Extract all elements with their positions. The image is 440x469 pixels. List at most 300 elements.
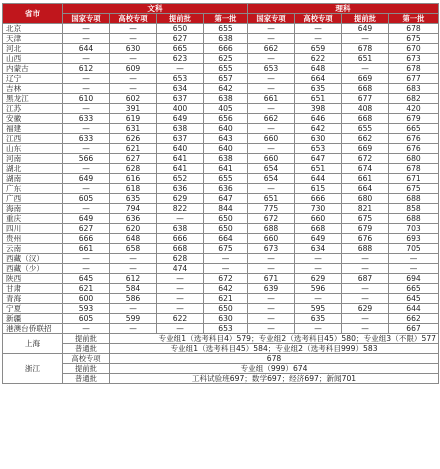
score-cell: — <box>63 144 110 154</box>
table-row <box>3 44 439 54</box>
score-cell: 642 <box>204 84 248 94</box>
score-cell: 649 <box>342 24 389 34</box>
score-cell: 661 <box>342 174 389 184</box>
score-cell: 678 <box>389 24 439 34</box>
score-cell: 656 <box>204 114 248 124</box>
table-row <box>3 64 439 74</box>
score-cell: 648 <box>295 64 342 74</box>
score-cell: — <box>295 324 342 334</box>
score-cell: 660 <box>248 154 295 164</box>
table-row <box>3 294 439 304</box>
col-header: 提前批 <box>342 14 389 24</box>
score-cell: 627 <box>110 154 157 164</box>
score-cell: 678 <box>389 64 439 74</box>
score-cell: 647 <box>295 154 342 164</box>
province-cell: 黑龙江 <box>3 94 63 104</box>
col-header: 国家专项 <box>63 14 110 24</box>
score-cell: 640 <box>157 144 204 154</box>
score-cell: 661 <box>63 244 110 254</box>
score-cell: 676 <box>389 144 439 154</box>
score-cell: 593 <box>63 304 110 314</box>
score-cell: 627 <box>157 34 204 44</box>
score-cell: 621 <box>63 284 110 294</box>
table-row <box>3 264 439 274</box>
table-row <box>3 104 439 114</box>
score-cell: 688 <box>389 214 439 224</box>
table-row <box>3 224 439 234</box>
score-cell: 622 <box>157 314 204 324</box>
score-cell: 654 <box>248 174 295 184</box>
score-cell: 642 <box>295 124 342 134</box>
province-cell: 天津 <box>3 34 63 44</box>
score-cell: 628 <box>157 254 204 264</box>
score-cell: 600 <box>63 294 110 304</box>
score-cell: — <box>248 54 295 64</box>
score-cell: 688 <box>342 244 389 254</box>
score-cell: 662 <box>248 44 295 54</box>
table-row <box>3 164 439 174</box>
score-cell: 605 <box>63 194 110 204</box>
score-cell: — <box>295 24 342 34</box>
score-cell: 615 <box>295 184 342 194</box>
score-cell: — <box>63 204 110 214</box>
score-cell: — <box>110 304 157 314</box>
score-cell: 636 <box>157 184 204 194</box>
table-row <box>3 284 439 294</box>
score-cell: 630 <box>204 314 248 324</box>
score-cell: 586 <box>110 294 157 304</box>
special-rows <box>3 334 439 384</box>
score-cell: 641 <box>157 154 204 164</box>
score-cell: 651 <box>295 164 342 174</box>
score-cell: 629 <box>295 274 342 284</box>
score-cell: 666 <box>157 234 204 244</box>
province-cell: 宁夏 <box>3 304 63 314</box>
score-cell: — <box>248 74 295 84</box>
score-cell: 666 <box>204 44 248 54</box>
score-cell: 637 <box>157 94 204 104</box>
province-cell: 甘肃 <box>3 284 63 294</box>
col-header: 国家专项 <box>248 14 295 24</box>
score-cell: — <box>157 294 204 304</box>
table-row <box>3 214 439 224</box>
score-cell: 638 <box>157 124 204 134</box>
score-cell: 652 <box>157 174 204 184</box>
score-cell: 675 <box>342 214 389 224</box>
score-cell: 622 <box>295 54 342 64</box>
score-cell: 640 <box>204 144 248 154</box>
shanghai-putong-label: 普通批 <box>63 344 110 354</box>
table-body <box>3 24 439 334</box>
province-cell: 山西 <box>3 54 63 64</box>
score-cell: 668 <box>295 224 342 234</box>
score-cell: 659 <box>295 44 342 54</box>
score-cell: 666 <box>295 194 342 204</box>
score-cell: — <box>295 264 342 274</box>
score-cell: — <box>63 254 110 264</box>
score-cell: — <box>342 64 389 74</box>
table-row <box>3 254 439 264</box>
score-cell: 674 <box>342 164 389 174</box>
score-cell: 677 <box>342 94 389 104</box>
score-cell: 655 <box>204 24 248 34</box>
score-cell: 675 <box>389 184 439 194</box>
col-header: 提前批 <box>157 14 204 24</box>
score-cell: 566 <box>63 154 110 164</box>
score-cell: — <box>248 304 295 314</box>
province-cell: 青海 <box>3 294 63 304</box>
score-cell: — <box>248 104 295 114</box>
score-cell: 662 <box>389 314 439 324</box>
province-cell: 海南 <box>3 204 63 214</box>
province-cell: 内蒙古 <box>3 64 63 74</box>
score-cell: 653 <box>248 64 295 74</box>
score-cell: 649 <box>63 174 110 184</box>
score-cell: 667 <box>389 324 439 334</box>
score-cell: — <box>157 284 204 294</box>
score-cell: — <box>63 84 110 94</box>
table-row <box>3 124 439 134</box>
province-cell: 山东 <box>3 144 63 154</box>
admission-score-table <box>2 3 439 384</box>
score-cell: 636 <box>204 184 248 194</box>
table-row <box>3 34 439 44</box>
table-row <box>3 74 439 84</box>
score-cell: 630 <box>110 44 157 54</box>
score-cell: 688 <box>389 194 439 204</box>
table-row <box>3 204 439 214</box>
table-row <box>3 144 439 154</box>
score-cell: — <box>248 34 295 44</box>
score-cell: 668 <box>342 84 389 94</box>
like-header: 理科 <box>248 4 439 14</box>
score-cell: 650 <box>204 304 248 314</box>
score-cell: 634 <box>157 84 204 94</box>
score-cell: 635 <box>295 84 342 94</box>
score-cell: 655 <box>204 64 248 74</box>
table-row <box>3 154 439 164</box>
zhejiang-label: 浙江 <box>3 354 63 384</box>
score-cell: 655 <box>204 174 248 184</box>
table-row <box>3 184 439 194</box>
score-cell: 677 <box>389 74 439 84</box>
province-cell: 北京 <box>3 24 63 34</box>
score-cell: 651 <box>295 94 342 104</box>
score-cell: 705 <box>389 244 439 254</box>
col-header: 第一批 <box>389 14 439 24</box>
score-cell: — <box>157 274 204 284</box>
score-cell: 647 <box>204 194 248 204</box>
score-cell: 673 <box>389 54 439 64</box>
score-cell: 645 <box>389 294 439 304</box>
score-cell: 694 <box>389 274 439 284</box>
province-cell: 江西 <box>3 134 63 144</box>
score-cell: 658 <box>110 244 157 254</box>
score-cell: 675 <box>204 244 248 254</box>
table-row <box>3 84 439 94</box>
table-row <box>3 274 439 284</box>
score-cell: 391 <box>110 104 157 114</box>
score-cell: — <box>342 314 389 324</box>
score-cell: 420 <box>389 104 439 114</box>
score-cell: 664 <box>204 234 248 244</box>
col-header: 第一批 <box>204 14 248 24</box>
score-cell: 682 <box>389 94 439 104</box>
score-cell: 662 <box>342 134 389 144</box>
score-cell: 643 <box>204 134 248 144</box>
table-row <box>3 234 439 244</box>
score-cell: 641 <box>157 164 204 174</box>
score-cell: 651 <box>248 194 295 204</box>
score-cell: 693 <box>389 234 439 244</box>
score-cell: 688 <box>248 224 295 234</box>
province-cell: 吉林 <box>3 84 63 94</box>
score-cell: 657 <box>204 74 248 84</box>
score-cell: 627 <box>63 224 110 234</box>
score-cell: 687 <box>342 274 389 284</box>
score-cell: 636 <box>110 214 157 224</box>
score-cell: 635 <box>110 194 157 204</box>
province-header: 省市 <box>3 4 63 24</box>
table-row <box>3 194 439 204</box>
score-cell: — <box>389 254 439 264</box>
score-cell: 638 <box>204 34 248 44</box>
score-cell: 405 <box>204 104 248 114</box>
score-cell: — <box>63 54 110 64</box>
province-cell: 西藏（汉） <box>3 254 63 264</box>
score-cell: 610 <box>63 94 110 104</box>
score-cell: 634 <box>295 244 342 254</box>
score-cell: 637 <box>157 134 204 144</box>
province-cell: 港澳台侨联招 <box>3 324 63 334</box>
score-cell: 621 <box>110 144 157 154</box>
table-row <box>3 324 439 334</box>
score-cell: 676 <box>342 234 389 244</box>
score-cell: — <box>295 294 342 304</box>
score-cell: 595 <box>295 304 342 314</box>
score-cell: — <box>389 264 439 274</box>
score-cell: 672 <box>248 214 295 224</box>
score-cell: — <box>342 264 389 274</box>
table-row <box>3 54 439 64</box>
score-cell: 649 <box>157 114 204 124</box>
score-cell: 628 <box>110 164 157 174</box>
score-cell: 821 <box>342 204 389 214</box>
score-cell: 654 <box>248 164 295 174</box>
score-cell: 678 <box>389 164 439 174</box>
score-cell: 655 <box>342 124 389 134</box>
score-cell: 633 <box>63 114 110 124</box>
score-cell: 668 <box>157 244 204 254</box>
score-cell: 621 <box>204 294 248 304</box>
score-cell: — <box>295 34 342 44</box>
score-cell: 638 <box>157 224 204 234</box>
score-cell: 626 <box>110 134 157 144</box>
score-cell: 665 <box>389 284 439 294</box>
score-cell: 822 <box>157 204 204 214</box>
score-cell: — <box>63 164 110 174</box>
score-cell: 669 <box>342 74 389 84</box>
table-row <box>3 24 439 34</box>
shanghai-tiqian-label: 提前批 <box>63 334 110 344</box>
score-cell: 631 <box>110 124 157 134</box>
score-cell: — <box>63 34 110 44</box>
score-cell: 669 <box>342 144 389 154</box>
score-cell: 653 <box>157 74 204 84</box>
table-row <box>3 114 439 124</box>
score-cell: 673 <box>248 244 295 254</box>
score-cell: 665 <box>389 124 439 134</box>
score-cell: — <box>295 254 342 264</box>
score-cell: 584 <box>110 284 157 294</box>
score-cell: 649 <box>63 214 110 224</box>
score-cell: 680 <box>342 194 389 204</box>
province-cell: 西藏（少） <box>3 264 63 274</box>
score-cell: 619 <box>110 114 157 124</box>
score-cell: 662 <box>248 114 295 124</box>
score-cell: 641 <box>204 164 248 174</box>
score-cell: 623 <box>157 54 204 64</box>
score-cell: 683 <box>389 84 439 94</box>
shanghai-putong-text: 专业组1（选考科目45）584；专业组2（选考科目999）583 <box>110 344 439 354</box>
score-cell: 474 <box>157 264 204 274</box>
score-cell: 616 <box>110 174 157 184</box>
zhejiang-tiqian-label: 提前批 <box>63 364 110 374</box>
score-cell: 625 <box>204 54 248 64</box>
shanghai-tiqian-text: 专业组1（选考科目4）579；专业组2（选考科目45）580；专业组3（不限）577 <box>110 334 439 344</box>
score-cell: — <box>342 284 389 294</box>
zhejiang-gaoxiao-label: 高校专项 <box>63 354 110 364</box>
score-cell: 638 <box>204 154 248 164</box>
score-cell: 661 <box>248 94 295 104</box>
province-cell: 新疆 <box>3 314 63 324</box>
score-cell: — <box>157 324 204 334</box>
score-cell: — <box>157 64 204 74</box>
score-cell: 650 <box>204 214 248 224</box>
province-cell: 广西 <box>3 194 63 204</box>
score-cell: — <box>248 184 295 194</box>
score-cell: 648 <box>110 234 157 244</box>
score-cell: 400 <box>157 104 204 114</box>
score-cell: — <box>63 24 110 34</box>
zhejiang-tiqian-text: 专业组（999）674 <box>110 364 439 374</box>
province-cell: 贵州 <box>3 234 63 244</box>
score-cell: 675 <box>389 34 439 44</box>
province-cell: 安徽 <box>3 114 63 124</box>
score-cell: — <box>342 34 389 44</box>
score-cell: — <box>204 264 248 274</box>
score-cell: — <box>110 54 157 64</box>
score-cell: 665 <box>157 44 204 54</box>
score-cell: 730 <box>295 204 342 214</box>
score-cell: — <box>63 324 110 334</box>
province-cell: 重庆 <box>3 214 63 224</box>
table-row <box>3 244 439 254</box>
score-cell: — <box>248 264 295 274</box>
province-cell: 四川 <box>3 224 63 234</box>
score-cell: 644 <box>63 44 110 54</box>
province-cell: 广东 <box>3 184 63 194</box>
score-cell: — <box>342 324 389 334</box>
score-cell: — <box>110 74 157 84</box>
score-cell: 642 <box>204 284 248 294</box>
score-cell: — <box>110 264 157 274</box>
province-cell: 辽宁 <box>3 74 63 84</box>
province-cell: 河北 <box>3 44 63 54</box>
score-cell: 635 <box>295 314 342 324</box>
score-cell: 605 <box>63 314 110 324</box>
province-cell: 江苏 <box>3 104 63 114</box>
score-cell: — <box>63 74 110 84</box>
score-cell: 670 <box>389 44 439 54</box>
score-cell: 599 <box>110 314 157 324</box>
score-cell: — <box>157 304 204 314</box>
score-cell: — <box>248 254 295 264</box>
province-cell: 陕西 <box>3 274 63 284</box>
province-cell: 湖南 <box>3 174 63 184</box>
score-cell: — <box>110 324 157 334</box>
score-cell: — <box>63 264 110 274</box>
province-cell: 云南 <box>3 244 63 254</box>
score-cell: 671 <box>248 274 295 284</box>
score-cell: 644 <box>389 304 439 314</box>
score-cell: — <box>110 254 157 264</box>
score-cell: — <box>248 124 295 134</box>
score-cell: 664 <box>295 74 342 84</box>
score-cell: 775 <box>248 204 295 214</box>
score-cell: 612 <box>63 64 110 74</box>
score-cell: 620 <box>110 224 157 234</box>
score-cell: 640 <box>204 124 248 134</box>
score-cell: — <box>248 24 295 34</box>
score-cell: 618 <box>110 184 157 194</box>
zhejiang-putong-text: 工科试验班697；数学697；经济697；新闻701 <box>110 374 439 384</box>
table-row <box>3 314 439 324</box>
score-cell: 639 <box>248 284 295 294</box>
score-cell: 660 <box>295 214 342 224</box>
score-cell: 602 <box>110 94 157 104</box>
score-cell: — <box>248 314 295 324</box>
score-cell: 664 <box>342 184 389 194</box>
score-cell: — <box>110 24 157 34</box>
score-cell: 651 <box>342 54 389 64</box>
score-cell: 596 <box>295 284 342 294</box>
col-header: 高校专项 <box>110 14 157 24</box>
zhejiang-putong-label: 普通批 <box>63 374 110 384</box>
score-cell: — <box>63 184 110 194</box>
score-cell: 629 <box>342 304 389 314</box>
score-cell: — <box>63 104 110 114</box>
province-cell: 河南 <box>3 154 63 164</box>
score-cell: 668 <box>342 114 389 124</box>
score-cell: 398 <box>295 104 342 114</box>
score-cell: — <box>248 324 295 334</box>
score-cell: — <box>204 254 248 264</box>
score-cell: 644 <box>295 174 342 184</box>
score-cell: 794 <box>110 204 157 214</box>
zhejiang-gaoxiao-text: 678 <box>110 354 439 364</box>
table-row <box>3 174 439 184</box>
score-cell: — <box>157 214 204 224</box>
shanghai-label: 上海 <box>3 334 63 354</box>
score-cell: — <box>110 84 157 94</box>
table-row <box>3 304 439 314</box>
score-cell: — <box>248 294 295 304</box>
score-cell: 408 <box>342 104 389 114</box>
score-cell: — <box>110 34 157 44</box>
score-cell: 653 <box>204 324 248 334</box>
score-cell: 629 <box>157 194 204 204</box>
